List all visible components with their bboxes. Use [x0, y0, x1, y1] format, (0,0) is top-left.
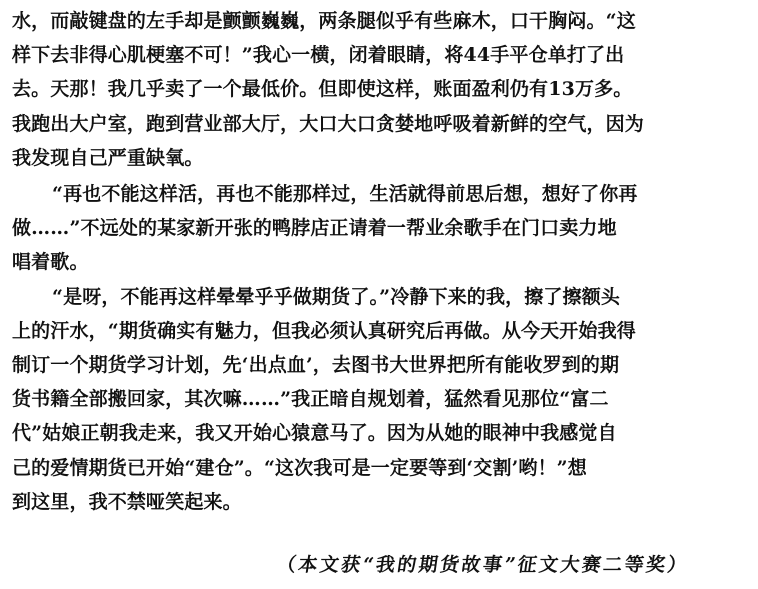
article-line-9: “是呀，不能再这样晕晕乎乎做期货了。”冷静下来的我，擦了擦额头 — [52, 286, 621, 308]
article-line-6: “再也不能这样活，再也不能那样过，生活就得前思后想，想好了你再 — [52, 183, 638, 205]
article-line-14: 己的爱情期货已开始“建仓”。“这次我可是一定要等到‘交割’哟！”想 — [12, 457, 587, 479]
article-line-7: 做……”不远处的某家新开张的鸭脖店正请着一帮业余歌手在门口卖力地 — [12, 217, 617, 239]
article-line-8: 唱着歌。 — [12, 251, 89, 273]
article-line-10: 上的汗水，“期货确实有魅力，但我必须认真研究后再做。从今天开始我得 — [12, 320, 636, 342]
award-note: （本文获“我的期货故事”征文大赛二等奖） — [275, 554, 691, 576]
article-line-12: 货书籍全部搬回家，其次嘛……”我正暗自规划着，猛然看见那位“富二 — [12, 388, 609, 410]
article-line-1: 水，而敲键盘的左手却是颤颤巍巍，两条腿似乎有些麻木，口干胸闷。“这 — [12, 10, 636, 32]
article-line-3: 去。天那！我几乎卖了一个最低价。但即使这样，账面盈利仍有13万多。 — [12, 78, 633, 100]
article-line-11: 制订一个期货学习计划，先‘出点血’，去图书大世界把所有能收罗到的期 — [12, 354, 620, 376]
article-line-4: 我跑出大户室，跑到营业部大厅，大口大口贪婪地呼吸着新鲜的空气，因为 — [12, 113, 644, 135]
article-line-5: 我发现自己严重缺氧。 — [12, 147, 204, 169]
article-line-15: 到这里，我不禁哑笑起来。 — [12, 491, 242, 513]
article-line-13: 代”姑娘正朝我走来，我又开始心猿意马了。因为从她的眼神中我感觉自 — [12, 422, 617, 444]
article-line-2: 样下去非得心肌梗塞不可！”我心一横，闭着眼睛，将44手平仓单打了出 — [12, 44, 625, 66]
